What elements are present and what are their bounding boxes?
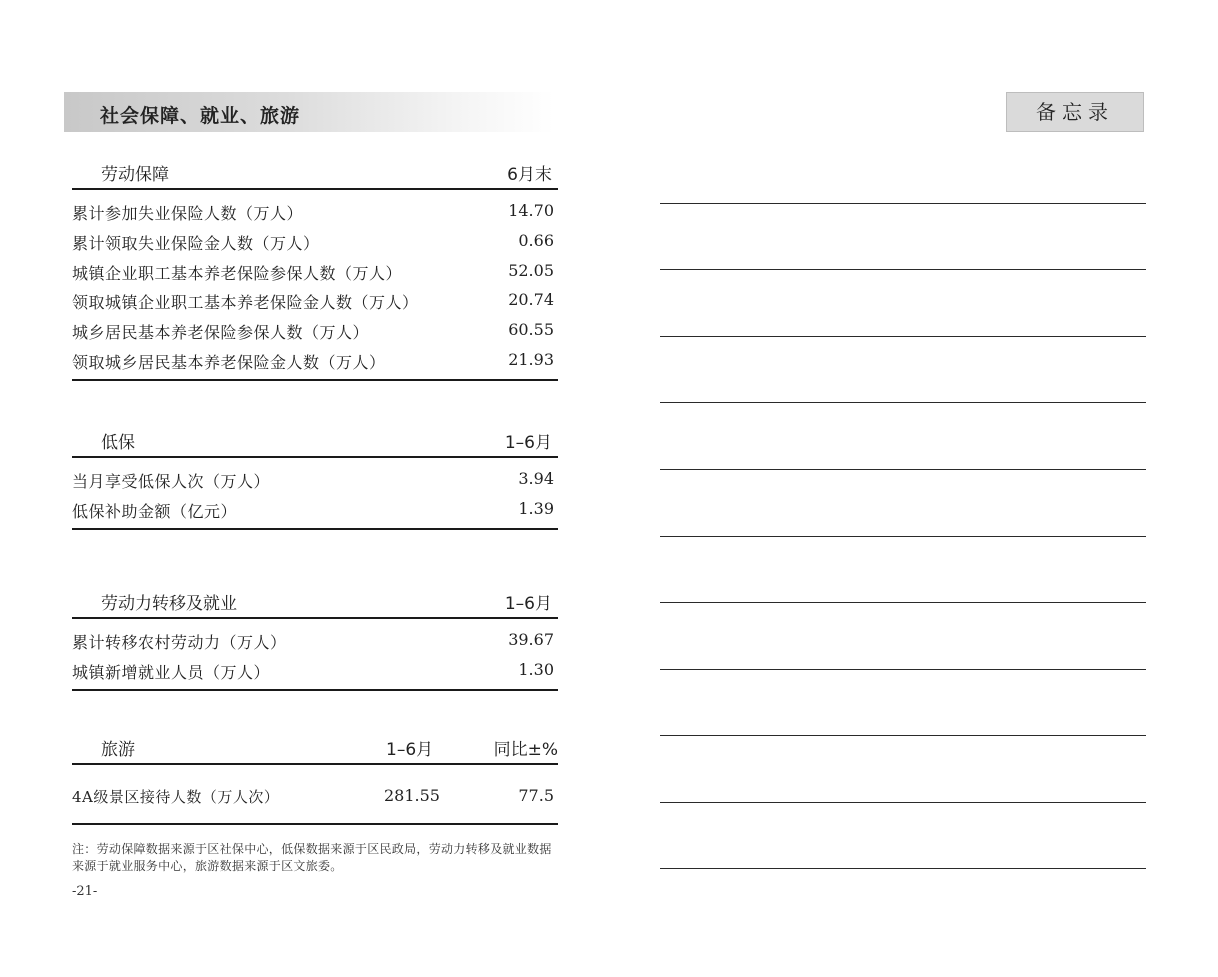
source-note: 注：劳动保障数据来源于区社保中心，低保数据来源于区民政局，劳动力转移及就业数据来源于就业服务中心，旅游数据来源于区文旅委。 [72, 842, 552, 873]
employment-header-label: 劳动力转移及就业 [101, 594, 237, 614]
table-row [72, 317, 558, 347]
tourism-header-label: 旅游 [101, 740, 135, 760]
memo-line [660, 536, 1146, 537]
row-value: 0.66 [518, 230, 554, 250]
row-label: 领取城乡居民基本养老保险金人数（万人） [72, 352, 386, 372]
employment-period-label: 1–6月 [504, 594, 552, 614]
row-value: 14.70 [508, 201, 554, 220]
labor-header-label: 劳动保障 [101, 165, 169, 185]
memo-line [660, 269, 1146, 270]
table-row [72, 347, 558, 377]
table-row [72, 657, 558, 687]
row-label: 领取城镇企业职工基本养老保险金人数（万人） [72, 293, 419, 313]
memo-line [660, 868, 1146, 869]
labor-table [72, 158, 558, 381]
row-label: 累计转移农村劳动力（万人） [72, 633, 287, 652]
tourism-yoy-label: 同比±% [493, 740, 558, 760]
row-label: 城乡居民基本养老保险参保人数（万人） [72, 323, 370, 343]
row-label: 当月享受低保人次（万人） [72, 472, 271, 491]
row-value: 21.93 [508, 349, 554, 369]
page-number: -21- [72, 884, 98, 899]
row-label: 累计参加失业保险人数（万人） [72, 204, 304, 223]
memo-line [660, 735, 1146, 736]
memo-line [660, 602, 1146, 603]
tourism-table-header [72, 733, 558, 765]
employment-table-body [72, 619, 558, 691]
row-label: 城镇企业职工基本养老保险参保人数（万人） [72, 263, 403, 283]
labor-table-body [72, 190, 558, 381]
row-value: 20.74 [508, 290, 554, 310]
dibao-table-header [72, 426, 558, 458]
row-value: 60.55 [508, 320, 554, 340]
memo-line [660, 802, 1146, 803]
memo-line [660, 469, 1146, 470]
table-row [72, 228, 558, 258]
memo-title: 备忘录 [1006, 92, 1144, 132]
memo-line [660, 203, 1146, 204]
row-value: 3.94 [518, 469, 554, 488]
row-label: 低保补助金额（亿元） [72, 501, 238, 521]
tourism-table [72, 733, 558, 825]
table-row [72, 466, 558, 496]
row-value: 52.05 [508, 260, 554, 280]
labor-table-header [72, 158, 558, 190]
dibao-period-label: 1–6月 [504, 433, 552, 453]
dibao-table-body [72, 458, 558, 530]
table-row [72, 627, 558, 657]
row-label: 4A级景区接待人数（万人次） [72, 788, 280, 806]
row-yoy-value: 77.5 [518, 786, 554, 805]
row-value: 1.30 [518, 659, 554, 679]
employment-table-header [72, 587, 558, 619]
dibao-header-label: 低保 [101, 433, 135, 453]
table-row [72, 198, 558, 228]
row-label: 累计领取失业保险金人数（万人） [72, 233, 320, 253]
section-banner [64, 92, 554, 132]
memo-line [660, 336, 1146, 337]
table-row [72, 287, 558, 317]
dibao-table [72, 426, 558, 530]
table-row [72, 258, 558, 288]
row-value: 281.55 [384, 786, 440, 805]
table-row [72, 783, 558, 813]
labor-period-label: 6月末 [507, 165, 552, 185]
memo-line [660, 669, 1146, 670]
table-row [72, 496, 558, 526]
row-value: 1.39 [518, 498, 554, 518]
employment-table [72, 587, 558, 691]
row-label: 城镇新增就业人员（万人） [72, 662, 271, 682]
section-title: 社会保障、就业、旅游 [100, 105, 301, 127]
memo-line [660, 402, 1146, 403]
tourism-period-label: 1–6月 [386, 740, 434, 760]
tourism-table-body [72, 765, 558, 825]
row-value: 39.67 [508, 630, 554, 649]
